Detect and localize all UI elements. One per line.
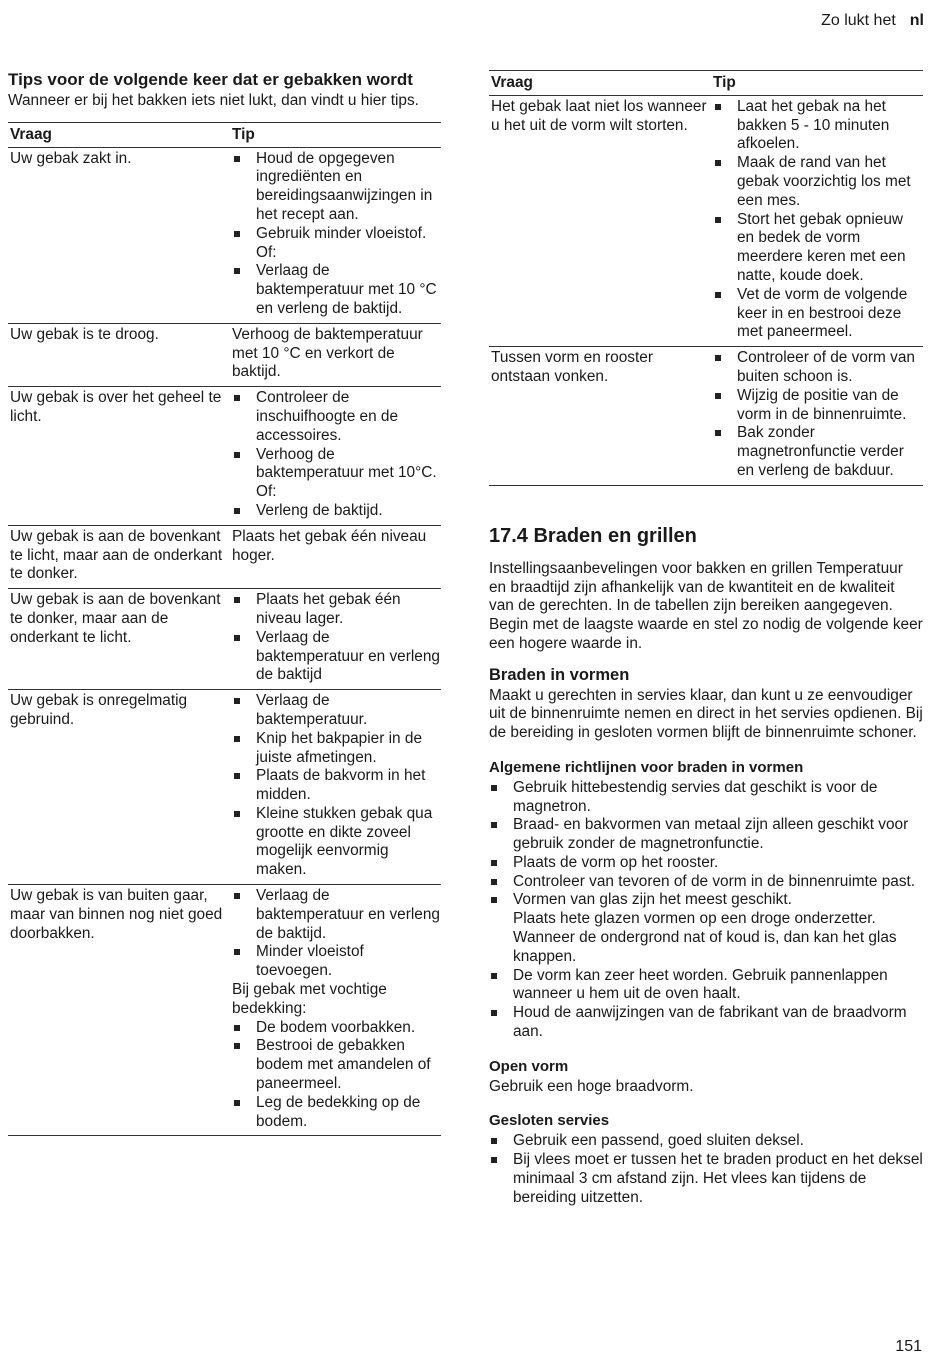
tip-item: Minder vloeistof toevoegen. bbox=[232, 943, 441, 981]
tip-item: Verlaag de baktemperatuur en verleng de baktijd. bbox=[232, 887, 441, 943]
tip-cell bbox=[230, 147, 441, 323]
tip-cell bbox=[711, 347, 923, 486]
guidelines-list bbox=[489, 779, 923, 1042]
tip-item: Verlaag de baktemperatuur. bbox=[232, 692, 441, 730]
tips-title: Tips voor de volgende keer dat er gebakken wordt bbox=[8, 70, 413, 89]
tip-item: Bak zonder magnetronfunctie verder en verleng de bakduur. bbox=[713, 424, 923, 480]
tip-text: Verhoog de baktemperatuur met 10 °C en verkort de baktijd. bbox=[232, 325, 423, 381]
tip-item: Plaats het gebak één niveau lager. bbox=[232, 591, 441, 629]
question-cell: Uw gebak is over het geheel te licht. bbox=[8, 387, 230, 526]
tip-item: Leg de bedekking op de bodem. bbox=[232, 1094, 441, 1132]
list-item: Bij vlees moet er tussen het te braden product en het deksel minimaal 3 cm afstand zijn. Het vlees kan tijdens de bereiding uitzetten. bbox=[489, 1151, 923, 1207]
tip-cell bbox=[230, 387, 441, 526]
tip-item: Kleine stukken gebak qua grootte en dikte zoveel mogelijk eenvormig maken. bbox=[232, 805, 441, 880]
question-cell: Uw gebak zakt in. bbox=[8, 147, 230, 323]
tip-cell bbox=[230, 885, 441, 1136]
tip-text: Bij gebak met vochtige bedekking: bbox=[232, 981, 387, 1017]
list-item: Gebruik een passend, goed sluiten deksel. bbox=[489, 1132, 923, 1151]
question-cell: Het gebak laat niet los wanneer u het uit de vorm wilt storten. bbox=[489, 95, 711, 346]
question-cell: Uw gebak is aan de bovenkant te donker, maar aan de onderkant te licht. bbox=[8, 589, 230, 690]
tip-cell bbox=[230, 323, 441, 386]
question-cell: Uw gebak is te droog. bbox=[8, 323, 230, 386]
gesloten-list bbox=[489, 1132, 923, 1207]
question-cell: Tussen vorm en rooster ontstaan vonken. bbox=[489, 347, 711, 486]
tip-list bbox=[232, 692, 441, 880]
tip-item: Verlaag de baktemperatuur met 10 °C en verleng de baktijd. bbox=[232, 262, 441, 318]
tip-list bbox=[232, 1019, 441, 1132]
section-intro: Instellingsaanbevelingen voor bakken en grillen Temperatuur en braadtijd zijn afhankelijk van de kwantiteit en de kwaliteit van de gerechten. In de tabellen zijn bereiken aangegeven. Begin met de laagste waarde en stel zo nodig de volgende keer een hogere waarde in. bbox=[489, 559, 923, 652]
tip-or: Of: bbox=[256, 243, 277, 261]
tip-list bbox=[232, 150, 441, 244]
tip-item: Verhoog de baktemperatuur met 10°C. bbox=[232, 446, 441, 484]
braden-text: Maakt u gerechten in servies klaar, dan kunt u ze eenvoudiger uit de binnenruimte nemen en direct in het servies opdienen. Bij de bereiding in gesloten vormen blijft de binnenruimte schoner. bbox=[489, 686, 923, 742]
list-item: De vorm kan zeer heet worden. Gebruik pannenlappen wanneer u hem uit de oven haalt. bbox=[489, 967, 923, 1005]
tip-list bbox=[232, 887, 441, 981]
list-item: Braad- en bakvormen van metaal zijn alleen geschikt voor gebruik zonder de magnetronfunctie. bbox=[489, 816, 923, 854]
list-item-text: Vormen van glas zijn het meest geschikt. bbox=[513, 891, 792, 909]
tip-item: Controleer of de vorm van buiten schoon is. bbox=[713, 349, 923, 387]
list-item bbox=[489, 891, 923, 966]
tips-intro: Wanneer er bij het bakken iets niet lukt, dan vindt u hier tips. bbox=[8, 92, 419, 109]
tip-item: Laat het gebak na het bakken 5 - 10 minuten afkoelen. bbox=[713, 98, 923, 154]
table-row bbox=[8, 525, 441, 588]
tip-list bbox=[232, 502, 441, 521]
left-column bbox=[8, 70, 441, 1136]
list-item: Plaats de vorm op het rooster. bbox=[489, 854, 923, 873]
tip-item: Bestrooi de gebakken bodem met amandelen of paneermeel. bbox=[232, 1037, 441, 1093]
tip-cell bbox=[230, 525, 441, 588]
right-column bbox=[489, 70, 923, 1207]
tip-or: Of: bbox=[256, 483, 277, 501]
tip-cell bbox=[230, 589, 441, 690]
question-cell: Uw gebak is aan de bovenkant te licht, maar aan de onderkant te donker. bbox=[8, 525, 230, 588]
list-item: Houd de aanwijzingen van de fabrikant van de braadvorm aan. bbox=[489, 1004, 923, 1042]
tip-list bbox=[232, 591, 441, 685]
list-item: Controleer van tevoren of de vorm in de binnenruimte past. bbox=[489, 873, 923, 892]
tip-item: Plaats de bakvorm in het midden. bbox=[232, 767, 441, 805]
gesloten-heading: Gesloten servies bbox=[489, 1112, 610, 1130]
tip-item: Knip het bakpapier in de juiste afmetingen. bbox=[232, 730, 441, 768]
glass-note: Plaats hete glazen vormen op een droge onderzetter. Wanneer de ondergrond nat of koud is, dan kan het glas knappen. bbox=[513, 910, 897, 965]
tip-cell bbox=[230, 690, 441, 885]
tip-cell bbox=[711, 95, 923, 346]
tip-item: Wijzig de positie van de vorm in de binnenruimte. bbox=[713, 387, 923, 425]
table-row bbox=[8, 885, 441, 1136]
running-header bbox=[821, 12, 924, 31]
col-header-vraag: Vraag bbox=[489, 71, 711, 96]
tip-item: Maak de rand van het gebak voorzichtig los met een mes. bbox=[713, 154, 923, 210]
tip-item: De bodem voorbakken. bbox=[232, 1019, 441, 1038]
tip-item: Houd de opgegeven ingrediënten en bereidingsaanwijzingen in het recept aan. bbox=[232, 150, 441, 225]
page-number: 151 bbox=[895, 1338, 922, 1356]
tip-item: Verlaag de baktemperatuur en verleng de baktijd bbox=[232, 629, 441, 685]
header-title: Zo lukt het bbox=[821, 12, 896, 29]
col-header-vraag: Vraag bbox=[8, 122, 230, 147]
guidelines-heading: Algemene richtlijnen voor braden in vormen bbox=[489, 758, 804, 776]
tip-text: Plaats het gebak één niveau hoger. bbox=[232, 527, 427, 564]
tip-item: Verleng de baktijd. bbox=[232, 502, 441, 521]
subheading-braden-in-vormen: Braden in vormen bbox=[489, 665, 630, 684]
tip-item: Gebruik minder vloeistof. bbox=[232, 225, 441, 244]
col-header-tip: Tip bbox=[230, 122, 441, 147]
table-row bbox=[8, 387, 441, 526]
open-vorm-heading: Open vorm bbox=[489, 1057, 569, 1075]
section-heading: 17.4 Braden en grillen bbox=[489, 524, 697, 547]
open-vorm-text: Gebruik een hoge braadvorm. bbox=[489, 1077, 694, 1095]
table-row bbox=[489, 95, 923, 346]
question-cell: Uw gebak is onregelmatig gebruind. bbox=[8, 690, 230, 885]
tip-list bbox=[232, 389, 441, 483]
tip-item: Vet de vorm de volgende keer in en bestrooi deze met paneermeel. bbox=[713, 286, 923, 342]
table-row bbox=[8, 589, 441, 690]
language-code: nl bbox=[909, 12, 924, 29]
table-row bbox=[8, 690, 441, 885]
table-row bbox=[8, 323, 441, 386]
tips-table-right bbox=[489, 70, 923, 486]
table-row bbox=[8, 147, 441, 323]
list-item: Gebruik hittebestendig servies dat geschikt is voor de magnetron. bbox=[489, 779, 923, 817]
tip-item: Controleer de inschuifhoogte en de accessoires. bbox=[232, 389, 441, 445]
tip-list bbox=[713, 98, 923, 342]
tip-list bbox=[713, 349, 923, 481]
tips-table-left bbox=[8, 122, 441, 1137]
table-row bbox=[489, 347, 923, 486]
tip-list bbox=[232, 262, 441, 318]
tip-item: Stort het gebak opnieuw en bedek de vorm meerdere keren met een natte, koude doek. bbox=[713, 211, 923, 286]
question-cell: Uw gebak is van buiten gaar, maar van binnen nog niet goed doorbakken. bbox=[8, 885, 230, 1136]
col-header-tip: Tip bbox=[711, 71, 923, 96]
